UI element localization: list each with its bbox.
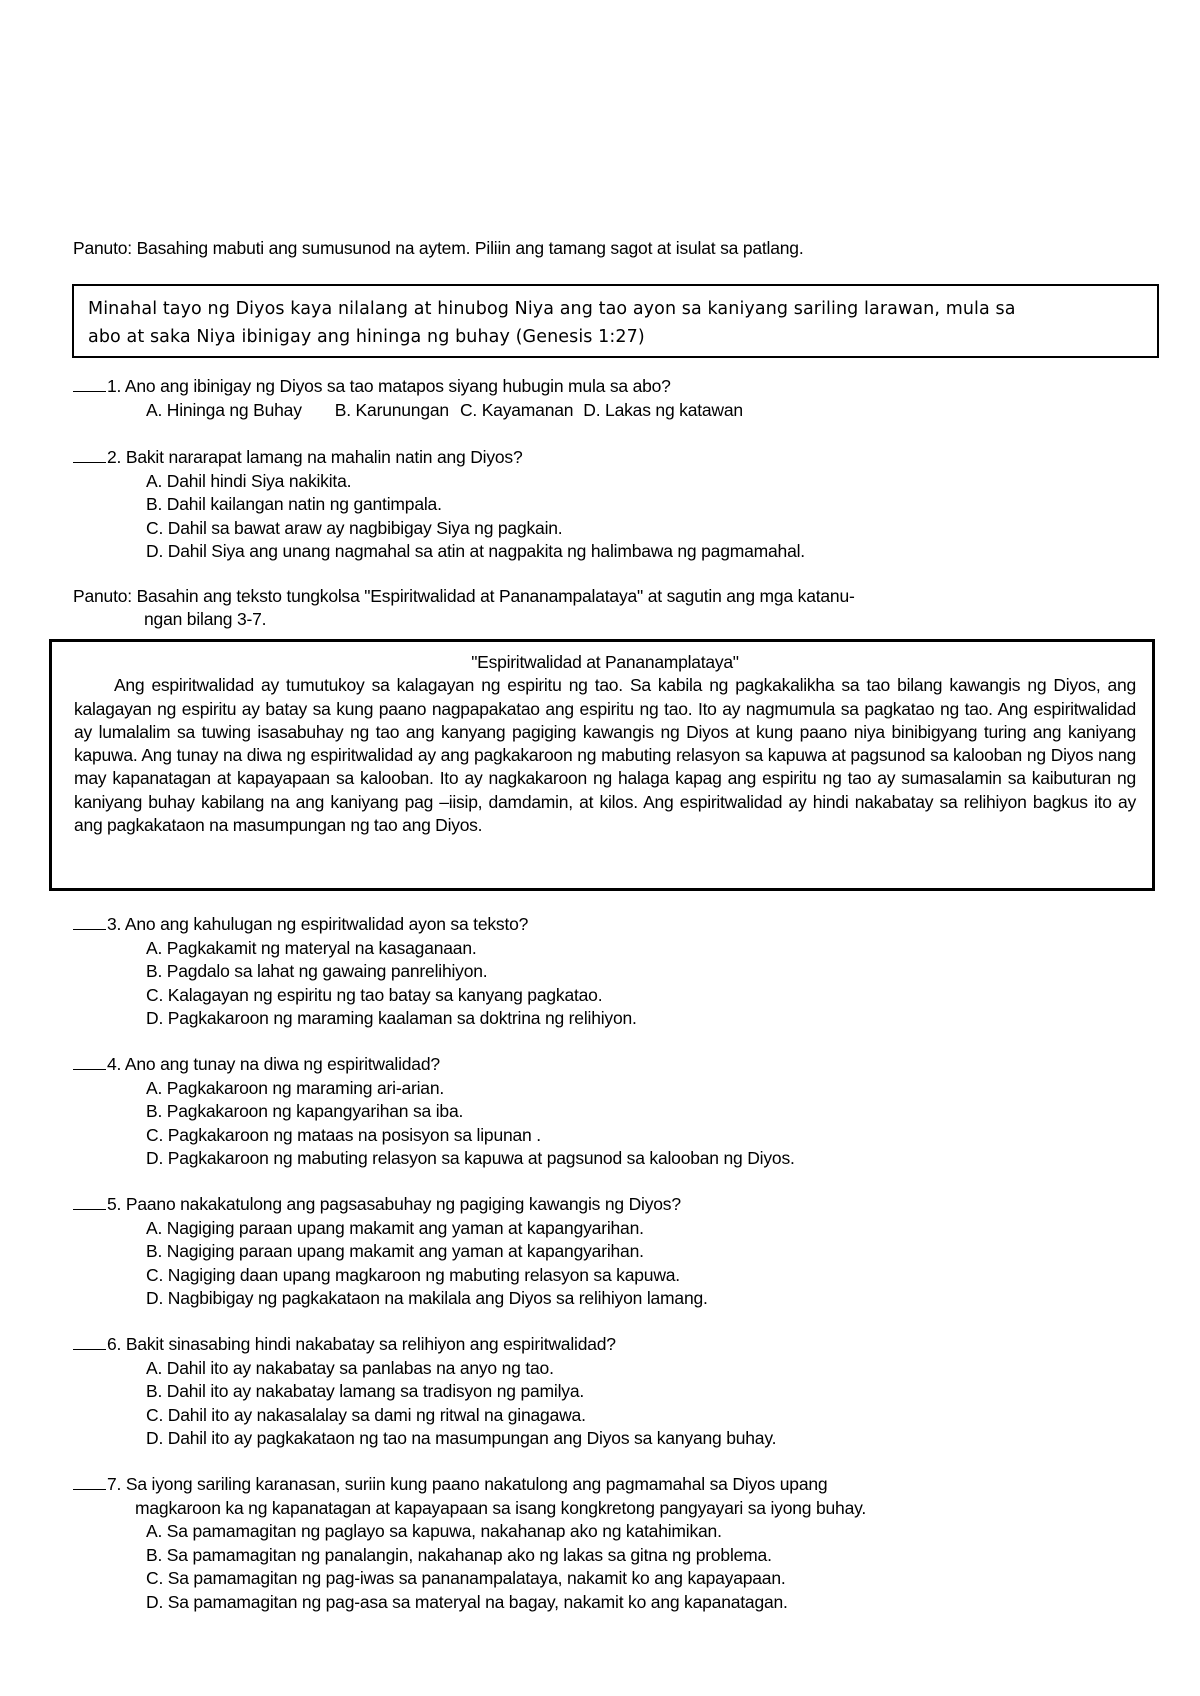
answer-blank-4[interactable]: [73, 1053, 106, 1070]
option-a: A. Pagkakaroon ng maraming ari-arian.: [146, 1077, 445, 1098]
question-number: 7.: [107, 1474, 122, 1494]
option-a: A. Hininga ng Buhay: [146, 399, 302, 420]
question-text: Ano ang kahulugan ng espiritwalidad ayon sa teksto?: [124, 914, 529, 934]
option-d: D. Pagkakaroon ng mabuting relasyon sa kapuwa at pagsunod sa kalooban ng Diyos.: [146, 1148, 795, 1168]
passage-box: [49, 639, 1155, 891]
verse-line-1: Minahal tayo ng Diyos kaya nilalang at hinubog Niya ang tao ayon sa kaniyang sariling larawan, mula sa: [88, 299, 1016, 319]
option-a: A. Nagiging paraan upang makamit ang yaman at kapangyarihan.: [146, 1217, 644, 1238]
question-number: 3.: [107, 914, 122, 934]
question-4: [73, 1053, 795, 1171]
option-b: B. Dahil kailangan natin ng gantimpala.: [146, 494, 442, 514]
option-b: B. Sa pamamagitan ng panalangin, nakahanap ako ng lakas sa gitna ng problema.: [146, 1544, 772, 1565]
options-row: [73, 399, 743, 423]
option-d: D. Lakas ng katawan: [583, 399, 743, 420]
question-3: [73, 913, 637, 1031]
option-c: C. Dahil ito ay nakasalalay sa dami ng ritwal na ginagawa.: [146, 1404, 586, 1425]
question-1: [73, 375, 743, 422]
option-b: B. Karunungan: [334, 399, 449, 420]
question-text: Bakit nararapat lamang na mahalin natin ang Diyos?: [125, 447, 523, 467]
option-d: D. Dahil Siya ang unang nagmahal sa atin at nagpakita ng halimbawa ng pagmamahal.: [146, 541, 805, 561]
answer-blank-6[interactable]: [73, 1333, 106, 1350]
option-a: A. Dahil hindi Siya nakikita.: [146, 470, 352, 491]
passage-body: Ang espiritwalidad ay tumutukoy sa kalagayan ng espiritu ng tao. Sa kabila ng pagkakalikha sa tao bilang kawangis ng Diyos, ang kalagayan ng espiritu ay batay sa kung paano nagpapakatao ang espiritu ng tao. Ito ay nagmumula sa pagkatao ng tao. Ang espiritwalidad ay lumalalim sa tuwing isasabuhay ng tao ang kanyang pagiging kawangis ng Diyos at kung paano niya binibigyang turing ang kaniyang kapuwa. Ang tunay na diwa ng espiritwalidad ay ang pagkakaroon ng mabuting relasyon sa kapuwa at pagsunod sa kalooban ng Diyos nang may kapanatagan at kapayapaan sa kalooban. Ito ay nagkakaroon ng halaga kapag ang espiritu ng tao ay sumasalamin sa kaibuturan ng kaniyang buhay kabilang na ang kaniyang pag –iisip, damdamin, at kilos. Ang espiritwalidad ay hindi nakabatay sa relihiyon bagkus ito ay ang pagkakataon na masumpungan ng tao ang Diyos.: [74, 675, 1136, 836]
answer-blank-5[interactable]: [73, 1193, 106, 1210]
question-number: 1.: [107, 376, 122, 396]
option-d: D. Nagbibigay ng pagkakataon na makilala ang Diyos sa relihiyon lamang.: [146, 1288, 708, 1308]
instruction-2-line-2: ngan bilang 3-7.: [144, 609, 267, 629]
question-text-continued: magkaroon ka ng kapanatagan at kapayapaan sa isang kongkretong pangyayari sa iyong buhay.: [135, 1497, 867, 1518]
option-b: B. Pagdalo sa lahat ng gawaing panrelihiyon.: [146, 961, 488, 981]
question-text: Ano ang tunay na diwa ng espiritwalidad?: [124, 1054, 440, 1074]
question-number: 5.: [107, 1194, 122, 1214]
verse-line-2: abo at saka Niya ibinigay ang hininga ng buhay (Genesis 1:27): [88, 327, 645, 347]
question-7: [73, 1473, 866, 1614]
option-a: A. Pagkakamit ng materyal na kasaganaan.: [146, 937, 477, 958]
question-number: 4.: [107, 1054, 122, 1074]
option-d: D. Dahil ito ay pagkakataon ng tao na masumpungan ang Diyos sa kanyang buhay.: [146, 1428, 777, 1448]
question-6: [73, 1333, 776, 1451]
option-c: C. Nagiging daan upang magkaroon ng mabuting relasyon sa kapuwa.: [146, 1264, 680, 1285]
option-c: C. Sa pamamagitan ng pag-iwas sa pananampalataya, nakamit ko ang kapayapaan.: [146, 1568, 786, 1588]
question-text: Paano nakakatulong ang pagsasabuhay ng pagiging kawangis ng Diyos?: [125, 1194, 681, 1214]
answer-blank-1[interactable]: [73, 375, 106, 392]
option-c: C. Pagkakaroon ng mataas na posisyon sa lipunan .: [146, 1124, 541, 1145]
option-b: B. Nagiging paraan upang makamit ang yaman at kapangyarihan.: [146, 1241, 644, 1261]
question-text: Ano ang ibinigay ng Diyos sa tao matapos siyang hubugin mula sa abo?: [124, 376, 671, 396]
question-text: Sa iyong sariling karanasan, suriin kung paano nakatulong ang pagmamahal sa Diyos upang: [125, 1474, 828, 1494]
question-number: 6.: [107, 1334, 122, 1354]
instruction-2: [73, 585, 855, 631]
passage-title: "Espiritwalidad at Pananamplataya": [471, 652, 739, 672]
verse-box: [72, 284, 1159, 358]
question-text: Bakit sinasabing hindi nakabatay sa relihiyon ang espiritwalidad?: [125, 1334, 616, 1354]
question-2: [73, 446, 805, 564]
option-b: B. Dahil ito ay nakabatay lamang sa tradisyon ng pamilya.: [146, 1381, 585, 1401]
answer-blank-7[interactable]: [73, 1473, 106, 1490]
answer-blank-3[interactable]: [73, 913, 106, 930]
option-c: C. Kayamanan: [459, 399, 574, 420]
option-c: C. Kalagayan ng espiritu ng tao batay sa kanyang pagkatao.: [146, 984, 603, 1005]
option-b: B. Pagkakaroon ng kapangyarihan sa iba.: [146, 1101, 464, 1121]
option-d: D. Sa pamamagitan ng pag-asa sa materyal na bagay, nakamit ko ang kapanatagan.: [146, 1591, 788, 1612]
option-c: C. Dahil sa bawat araw ay nagbibigay Siya ng pagkain.: [146, 517, 563, 538]
question-number: 2.: [107, 447, 122, 467]
instruction-2-line-1: Panuto: Basahin ang teksto tungkolsa "Espiritwalidad at Pananampalataya" at sagutin ang mga katanu-: [73, 586, 855, 606]
option-a: A. Sa pamamagitan ng paglayo sa kapuwa, nakahanap ako ng katahimikan.: [146, 1521, 722, 1541]
question-5: [73, 1193, 708, 1311]
option-a: A. Dahil ito ay nakabatay sa panlabas na anyo ng tao.: [146, 1357, 554, 1378]
option-d: D. Pagkakaroon ng maraming kaalaman sa doktrina ng relihiyon.: [146, 1008, 637, 1028]
instruction-1: Panuto: Basahing mabuti ang sumusunod na aytem. Piliin ang tamang sagot at isulat sa patlang.: [73, 238, 804, 258]
answer-blank-2[interactable]: [73, 446, 106, 463]
